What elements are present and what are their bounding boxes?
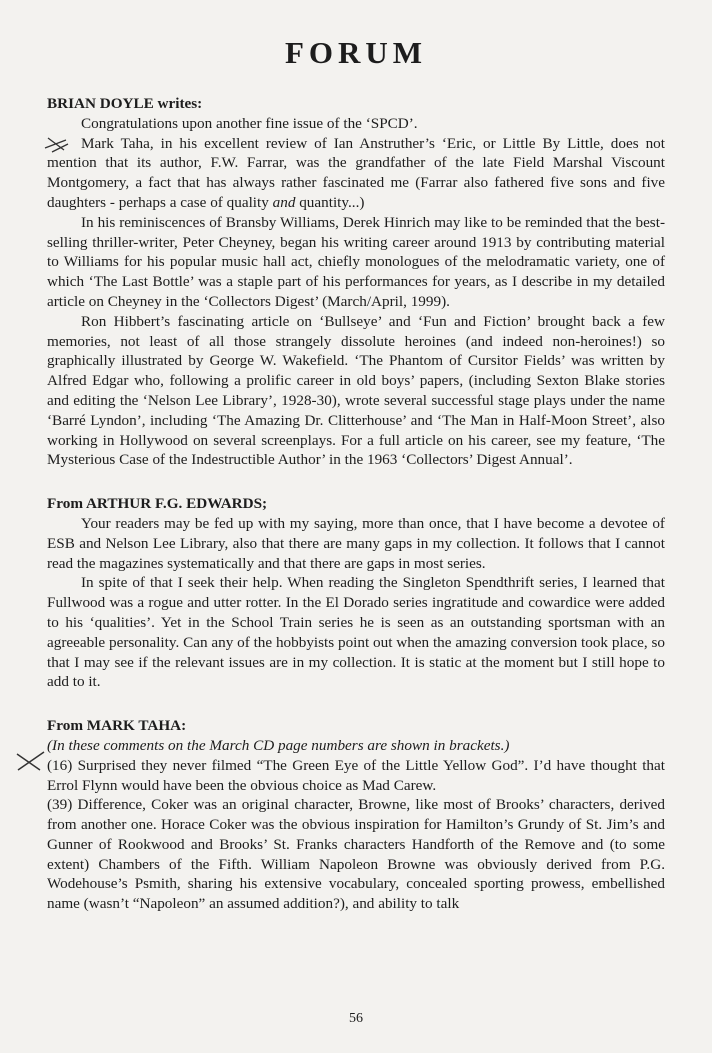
paragraph: In spite of that I seek their help. When reading the Singleton Spendthrift series, I learned that Fullwood was a rogue and utter rotter. In the El Dorado series ingratitude and cowardice were added to his ‘qualities’. Yet in the School Train series he is seen as an outstanding sportsman with an agreeable personality. Can any of the hobbyists point out when the amazing conversion took place, so that I may see if the relevant issues are in my collection. It is static at the moment but I still hope to add to it. [47, 574, 665, 691]
section-intro: (In these comments on the March CD page numbers are shown in brackets.) [47, 736, 510, 754]
paragraph: Your readers may be fed up with my saying, more than once, that I have become a devotee of ESB and Nelson Lee Library, also that there are many gaps in my collection. It follows that I cannot read the magazines systematically and that there are gaps in most series. [47, 514, 665, 572]
paragraph [47, 134, 665, 213]
paragraph: (16) Surprised they never filmed “The Green Eye of the Little Yellow God”. I’d have thought that Errol Flynn would have been the obvious choice as Mad Carew. [47, 756, 665, 794]
page-title: FORUM [284, 35, 428, 70]
paragraph-text-end: quantity...) [295, 193, 365, 211]
cross-mark-icon [14, 748, 48, 774]
forum-content [47, 94, 665, 914]
paragraph: Ron Hibbert’s fascinating article on ‘Bullseye’ and ‘Fun and Fiction’ brought back a few memories, not least of all those strangely dissolute heroines (and indeed non-heroines!) so graphically illustrated by George W. Wakefield. ‘The Phantom of Cursitor Fields’ was written by Alfred Edgar who, following a prolific career in old boys’ papers, (including Sexton Blake stories and editing the ‘Nelson Lee Library’, 1928-30), wrote several successful stage plays under the name ‘Barré Lyndon’, including ‘The Amazing Dr. Clitterhouse’ and ‘The Man in Half-Moon Street’, also working in Hollywood on several screenplays. For a full article on his career, see my feature, ‘The Mysterious Case of the Indestructible Author’ in the 1963 ‘Collectors’ Digest Annual’. [47, 312, 665, 469]
section-heading: From MARK TAHA: [47, 717, 187, 735]
page-number: 56 [349, 1011, 363, 1026]
section-heading: From ARTHUR F.G. EDWARDS; [47, 495, 268, 513]
italic-word: and [272, 193, 296, 211]
paragraph: In his reminiscences of Bransby Williams, Derek Hinrich may like to be reminded that the best-selling thriller-writer, Peter Cheyney, began his writing career around 1913 by contributing material to Williams for his popular music hall act, chiefly monologues of the melodramatic variety, one of which ‘The Last Bottle’ was a staple part of his performances for years, as I describe in my detailed article on Cheyney in the ‘Collectors Digest’ (March/April, 1999). [47, 213, 665, 310]
paragraph: (39) Difference, Coker was an original character, Browne, like most of Brooks’ characters, derived from another one. Horace Coker was the obvious inspiration for Hamilton’s Grundy of St. Jim’s and Gunner of Rookwood and Brooks’ St. Franks characters Handforth of the Remove and (to some extent) Chambers of the Fifth. William Napoleon Browne was obviously derived from P.G. Wodehouse’s Psmith, sharing his extensive vocabulary, concealed sporting prowess, embellished name (wasn’t “Napoleon” an assumed addition?), and ability to talk [47, 796, 665, 913]
paragraph-text: Mark Taha, in his excellent review of Ian Anstruther’s ‘Eric, or Little By Little, does not mention that its author, F.W. Farrar, was the grandfather of the late Field Marshal Viscount Montgomery, a fact that has always rather fascinated me (Farrar also fathered five sons and five daughters - perhaps a case of quality [47, 134, 665, 211]
section-heading: BRIAN DOYLE writes: [47, 95, 203, 112]
paragraph: Congratulations upon another fine issue of the ‘SPCD’. [81, 114, 418, 132]
